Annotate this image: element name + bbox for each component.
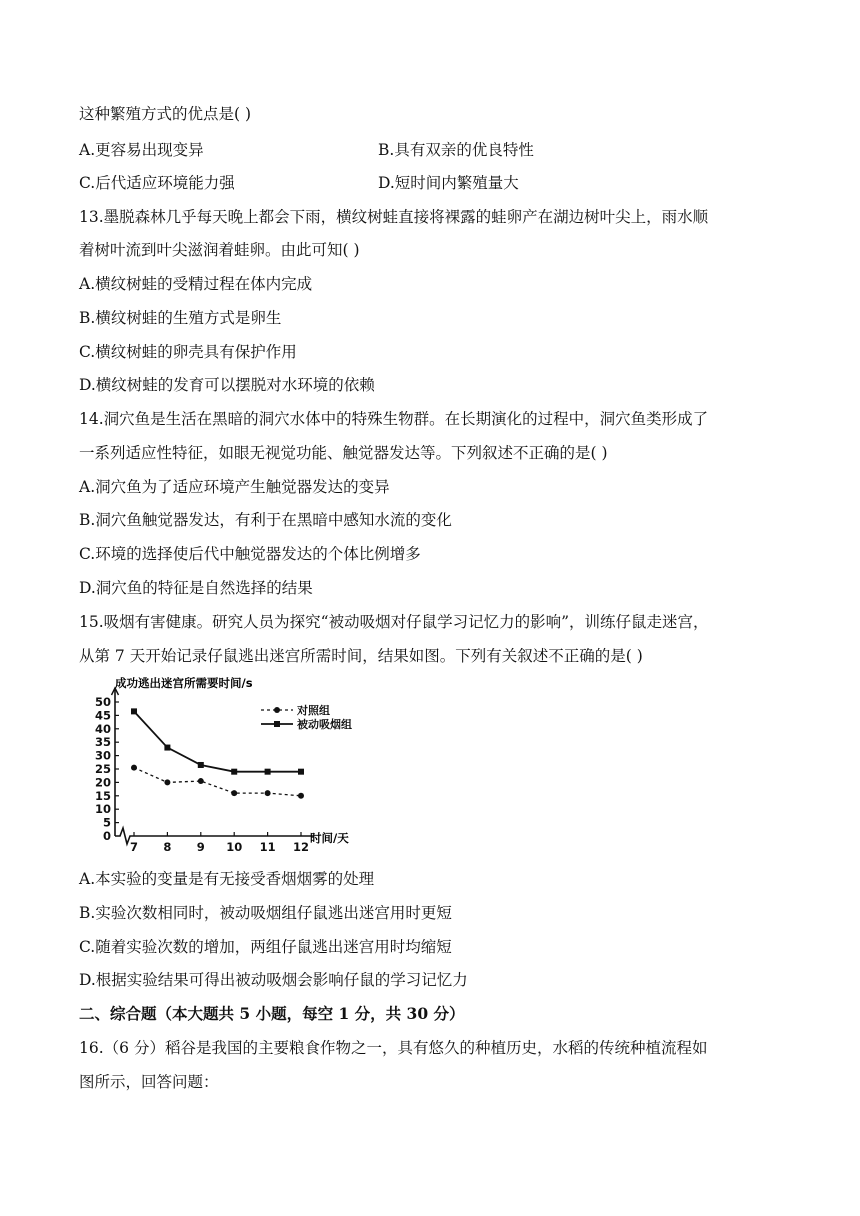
legend-marker-circle: [274, 707, 280, 713]
q12-option-a: A.更容易出现变异: [79, 141, 204, 159]
q14-option-a: A.洞穴鱼为了适应环境产生触觉器发达的变异: [79, 478, 390, 496]
data-point-circle: [131, 765, 137, 771]
q12-stem: 这种繁殖方式的优点是( ): [79, 105, 252, 123]
q14-option-b: B.洞穴鱼触觉器发达，有利于在黑暗中感知水流的变化: [79, 511, 452, 529]
q15-option-b: B.实验次数相同时，被动吸烟组仔鼠逃出迷宫用时更短: [79, 904, 452, 922]
data-point-square: [231, 769, 237, 775]
y-tick-label: 50: [94, 695, 111, 709]
y-tick-label: 5: [102, 815, 111, 830]
q15-stem-line2: 从第 7 天开始记录仔鼠逃出迷宫所需时间，结果如图。下列有关叙述不正确的是( ): [79, 647, 643, 665]
q14-option-d: D.洞穴鱼的特征是自然选择的结果: [79, 579, 313, 597]
data-point-square: [298, 769, 304, 775]
data-point-square: [131, 708, 137, 714]
q16-stem-line1: 16.（6 分）稻谷是我国的主要粮食作物之一，具有悠久的种植历史，水稻的传统种植流程如: [79, 1039, 708, 1057]
q12-option-d: D.短时间内繁殖量大: [378, 174, 519, 192]
data-point-square: [164, 745, 170, 751]
y-tick-label: 35: [94, 735, 111, 750]
x-tick-label: 8: [163, 840, 172, 854]
y-tick-label: 10: [94, 802, 111, 817]
q14-stem-line2: 一系列适应性特征，如眼无视觉功能、触觉器发达等。下列叙述不正确的是( ): [79, 444, 608, 462]
q15-option-a: A.本实验的变量是有无接受香烟烟雾的处理: [79, 870, 375, 888]
q13-option-a: A.横纹树蛙的受精过程在体内完成: [79, 275, 313, 293]
legend-label-2: 被动吸烟组: [297, 718, 352, 731]
q15-option-d: D.根据实验结果可得出被动吸烟会影响仔鼠的学习记忆力: [79, 971, 468, 989]
x-tick-label: 12: [292, 840, 310, 854]
legend-marker-square: [274, 721, 280, 727]
data-point-circle: [198, 778, 204, 784]
maze-time-chart: [79, 676, 379, 856]
data-point-circle: [265, 790, 271, 796]
y-tick-label: 45: [94, 708, 111, 723]
q13-stem-line1: 13.墨脱森林几乎每天晚上都会下雨，横纹树蛙直接将裸露的蛙卵产在湖边树叶尖上，雨水顺: [79, 208, 709, 226]
y-tick-label: 15: [94, 788, 111, 803]
q13-option-d: D.横纹树蛙的发育可以摆脱对水环境的依赖: [79, 376, 375, 394]
q12-option-c: C.后代适应环境能力强: [79, 174, 235, 192]
q13-option-c: C.横纹树蛙的卵壳具有保护作用: [79, 343, 297, 361]
series-line-2: [134, 711, 301, 771]
section-2-title: 二、综合题（本大题共 5 小题，每空 1 分，共 30 分）: [79, 1004, 465, 1023]
q14-option-c: C.环境的选择使后代中触觉器发达的个体比例增多: [79, 545, 421, 563]
q13-stem-line2: 着树叶流到叶尖滋润着蛙卵。由此可知( ): [79, 241, 360, 259]
y-tick-label: 25: [94, 762, 111, 776]
legend-label-1: 对照组: [297, 704, 330, 717]
x-tick-label: 9: [196, 840, 205, 854]
chart-axes: [112, 688, 315, 844]
y-tick-label: 30: [94, 748, 111, 763]
x-tick-label: 7: [129, 840, 139, 854]
q15-stem-line1: 15.吸烟有害健康。研究人员为探究“被动吸烟对仔鼠学习记忆力的影响”，训练仔鼠走迷宫，: [79, 613, 709, 631]
q14-stem-line1: 14.洞穴鱼是生活在黑暗的洞穴水体中的特殊生物群。在长期演化的过程中，洞穴鱼类形成了: [79, 410, 709, 428]
x-axis-line: [115, 828, 314, 844]
q15-option-c: C.随着实验次数的增加，两组仔鼠逃出迷宫用时均缩短: [79, 938, 452, 956]
q13-option-b: B.横纹树蛙的生殖方式是卵生: [79, 309, 282, 327]
data-point-square: [265, 769, 271, 775]
y-tick-label: 20: [94, 775, 111, 790]
chart-y-axis-label: 成功逃出迷宫所需要时间/s: [115, 676, 253, 690]
chart-x-axis-label: 时间/天: [310, 831, 349, 845]
data-point-circle: [231, 790, 237, 796]
data-point-square: [198, 762, 204, 768]
data-point-circle: [298, 793, 304, 799]
q16-stem-line2: 图所示，回答问题：: [79, 1073, 219, 1091]
data-point-circle: [164, 779, 170, 785]
chart-legend: [261, 703, 352, 731]
x-tick-label: 10: [226, 840, 243, 854]
y-tick-label: 40: [94, 721, 111, 736]
q12-option-b: B.具有双亲的优良特性: [378, 141, 534, 159]
x-tick-label: 11: [259, 840, 276, 854]
y-tick-label: 0: [102, 829, 111, 843]
